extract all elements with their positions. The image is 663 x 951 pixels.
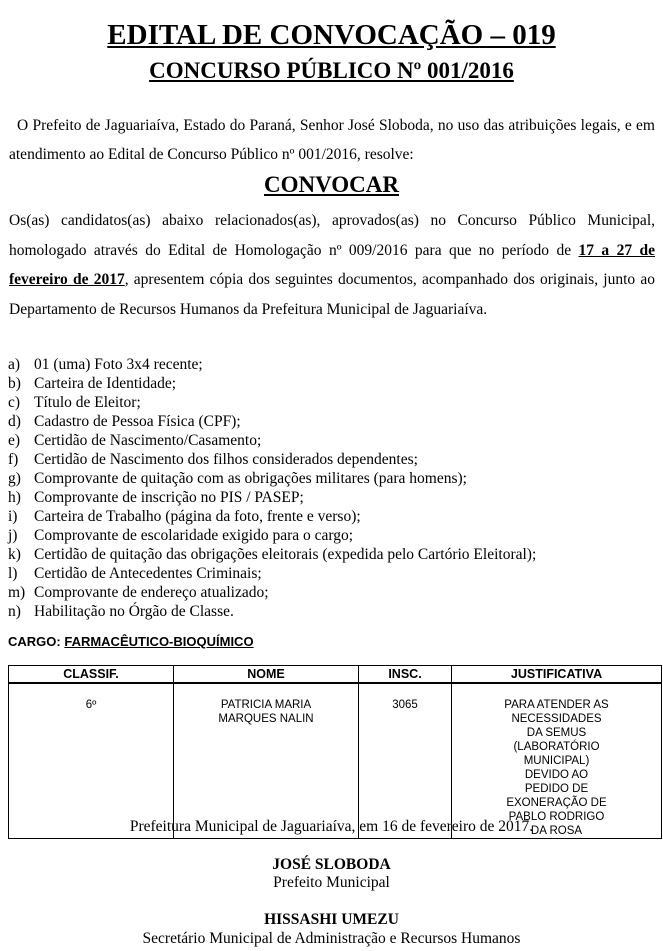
list-item xyxy=(8,545,658,564)
table-row xyxy=(9,683,662,839)
list-item-key: m) xyxy=(8,584,26,601)
list-item-text: Cadastro de Pessoa Física (CPF); xyxy=(34,413,241,430)
list-item-text: Comprovante de escolaridade exigido para o cargo; xyxy=(34,527,354,544)
cell-classif: 6º xyxy=(9,683,174,839)
list-item-key: n) xyxy=(8,603,21,620)
list-item xyxy=(8,393,658,412)
body-text-part2: , apresentem cópia dos seguintes documentos, acompanhado dos originais, junto ao Departamento de Recursos Humanos da Prefeitura Municipal de Jaguariaíva. xyxy=(9,271,655,318)
list-item xyxy=(8,488,658,507)
list-item xyxy=(8,507,658,526)
list-item-text: Certidão de Nascimento dos filhos considerados dependentes; xyxy=(34,451,418,468)
list-item xyxy=(8,469,658,488)
list-item-text: Certidão de Nascimento/Casamento; xyxy=(34,432,262,449)
list-item-text: Título de Eleitor; xyxy=(34,394,141,411)
cell-insc: 3065 xyxy=(359,683,452,839)
place-date: Prefeitura Municipal de Jaguariaíva, em 16 de fevereiro de 2017. xyxy=(129,818,534,835)
list-item xyxy=(8,526,658,545)
list-item-text: Habilitação no Órgão de Classe. xyxy=(34,603,234,620)
list-item-text: Certidão de quitação das obrigações eleitorais (expedida pelo Cartório Eleitoral); xyxy=(34,546,537,563)
candidates-table xyxy=(8,665,662,839)
list-item xyxy=(8,583,658,602)
list-item-key: a) xyxy=(8,356,21,373)
list-item-key: c) xyxy=(8,394,21,411)
signer2-role: Secretário Municipal de Administração e Recursos Humanos xyxy=(142,930,521,947)
signer1-role: Prefeito Municipal xyxy=(273,874,390,891)
col-header-classif: CLASSIF. xyxy=(9,666,174,684)
page-title: EDITAL DE CONVOCAÇÃO – 019 xyxy=(107,19,556,51)
col-header-nome: NOME xyxy=(174,666,359,684)
signer2-name: HISSASHI UMEZU xyxy=(264,911,399,928)
list-item xyxy=(8,450,658,469)
cargo-label: CARGO: xyxy=(8,634,61,649)
page-subtitle: CONCURSO PÚBLICO Nº 001/2016 xyxy=(149,58,514,83)
list-item-text: Comprovante de inscrição no PIS / PASEP; xyxy=(34,489,304,506)
list-item xyxy=(8,431,658,450)
body-paragraph xyxy=(9,206,655,324)
list-item-key: k) xyxy=(8,546,21,563)
list-item-text: Certidão de Antecedentes Criminais; xyxy=(34,565,262,582)
cargo-line xyxy=(8,634,254,649)
signer1-name: JOSÉ SLOBODA xyxy=(272,856,391,873)
list-item-key: g) xyxy=(8,470,21,487)
cell-nome: PATRICIA MARIA MARQUES NALIN xyxy=(174,683,359,839)
list-item xyxy=(8,564,658,583)
list-item-text: Carteira de Trabalho (página da foto, frente e verso); xyxy=(34,508,361,525)
list-item-key: l) xyxy=(8,565,18,582)
cell-justificativa: PARA ATENDER AS NECESSIDADES DA SEMUS (LABORATÓRIO MUNICIPAL) DEVIDO AO PEDIDO DE EXONERAÇÃO DE PABLO RODRIGO DA ROSA xyxy=(452,683,662,839)
list-item-key: i) xyxy=(8,508,18,525)
list-item-key: f) xyxy=(8,451,19,468)
list-item-key: j) xyxy=(8,527,18,544)
list-item xyxy=(8,374,658,393)
list-item-text: Comprovante de quitação com as obrigações militares (para homens); xyxy=(34,470,467,487)
list-item xyxy=(8,412,658,431)
list-item-text: 01 (uma) Foto 3x4 recente; xyxy=(34,356,203,373)
list-item-text: Comprovante de endereço atualizado; xyxy=(34,584,269,601)
period-highlight: 17 a 27 de fevereiro de 2017 xyxy=(9,241,655,288)
convocar-heading: CONVOCAR xyxy=(264,172,399,197)
list-item xyxy=(8,355,658,374)
list-item-key: d) xyxy=(8,413,21,430)
list-item-text: Carteira de Identidade; xyxy=(34,375,177,392)
intro-paragraph: O Prefeito de Jaguariaíva, Estado do Paraná, Senhor José Sloboda, no uso das atribuições legais, e em atendimento ao Edital de Concurso Público nº 001/2016, resolve: xyxy=(9,117,655,163)
cargo-value: FARMACÊUTICO-BIOQUÍMICO xyxy=(64,634,254,649)
col-header-insc: INSC. xyxy=(359,666,452,684)
body-text-part1: Os(as) candidatos(as) abaixo relacionados(as), aprovados(as) no Concurso Público Municipal, homologado através do Edital de Homologação nº 009/2016 para que no período de xyxy=(9,212,655,259)
list-item-key: b) xyxy=(8,375,21,392)
list-item-key: h) xyxy=(8,489,21,506)
documents-list xyxy=(8,355,658,621)
list-item xyxy=(8,602,658,621)
list-item-key: e) xyxy=(8,432,21,449)
col-header-justificativa: JUSTIFICATIVA xyxy=(452,666,662,684)
table-header-row xyxy=(9,666,662,684)
